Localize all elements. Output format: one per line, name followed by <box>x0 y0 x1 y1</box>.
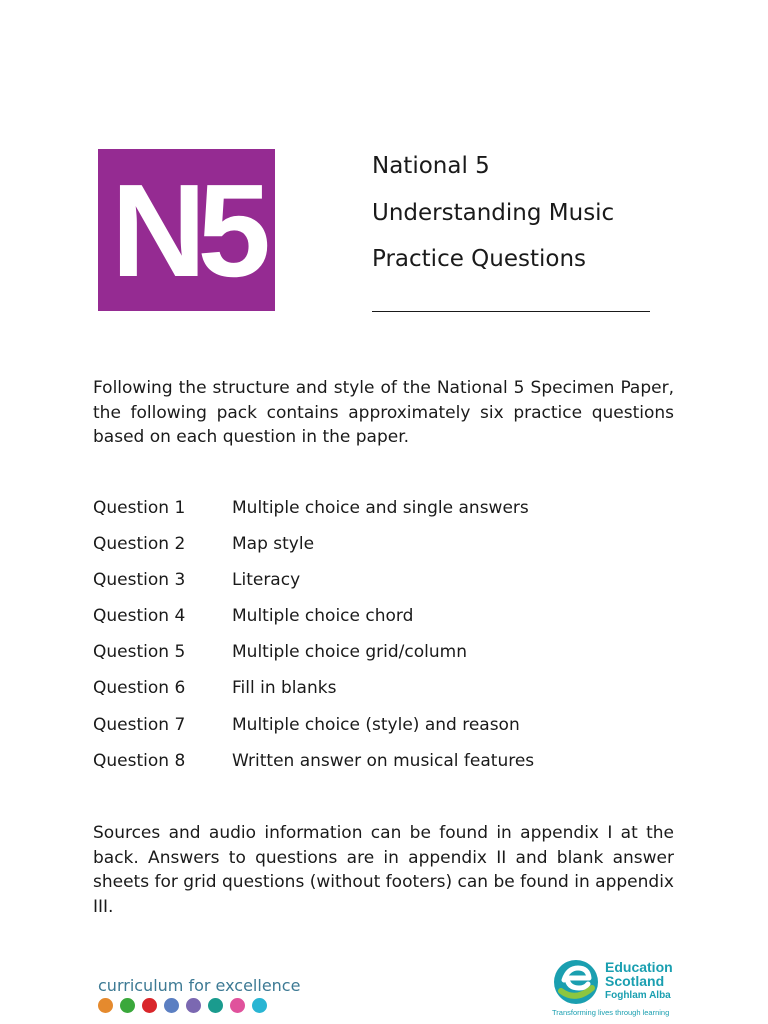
title-line-2: Understanding Music <box>372 199 615 226</box>
question-description: Multiple choice chord <box>232 606 414 627</box>
question-number: Question 6 <box>93 678 186 699</box>
cfe-dot-5 <box>186 998 201 1013</box>
title-underline <box>372 311 650 312</box>
cfe-dot-3 <box>142 998 157 1013</box>
question-row <box>93 494 693 530</box>
education-scotland-logo <box>552 958 702 1020</box>
question-row <box>93 711 693 747</box>
cfe-dot-8 <box>252 998 267 1013</box>
question-description: Map style <box>232 534 315 555</box>
education-scotland-e-icon <box>552 958 600 1006</box>
question-description: Multiple choice and single answers <box>232 498 529 518</box>
question-row <box>93 674 693 710</box>
title-line-3: Practice Questions <box>372 246 587 272</box>
es-logo-line-2: Scotland <box>605 973 665 989</box>
question-row <box>93 566 693 602</box>
question-row <box>93 638 693 674</box>
question-number: Question 7 <box>93 714 186 735</box>
n5-logo-text: N5 <box>111 157 262 304</box>
question-description: Fill in blanks <box>232 678 337 699</box>
es-logo-line-1: Education <box>605 959 673 975</box>
intro-paragraph: Following the structure and style of the National 5 Specimen Paper, the following pack contains approximately six practice questions based on each question in the paper. <box>93 378 674 447</box>
cfe-dot-1 <box>98 998 113 1013</box>
question-row <box>93 747 693 783</box>
es-gaelic-text: Foghlam Alba <box>605 990 671 1001</box>
question-description: Multiple choice (style) and reason <box>232 714 520 735</box>
es-tagline: Transforming lives through learning <box>552 1008 670 1017</box>
cfe-dot-7 <box>230 998 245 1013</box>
n5-logo <box>98 149 275 311</box>
es-logo-text <box>605 960 673 988</box>
question-number: Question 2 <box>93 534 186 555</box>
curriculum-for-excellence-logo <box>98 976 301 1018</box>
question-description: Written answer on musical features <box>232 750 535 771</box>
question-number: Question 8 <box>93 750 186 771</box>
question-number: Question 4 <box>93 606 186 627</box>
cfe-dot-4 <box>164 998 179 1013</box>
question-row <box>93 602 693 638</box>
question-list <box>93 494 693 783</box>
question-number: Question 5 <box>93 642 186 663</box>
question-description: Literacy <box>232 570 301 591</box>
question-description: Multiple choice grid/column <box>232 642 467 663</box>
document-title <box>372 143 672 283</box>
question-number: Question 1 <box>93 498 186 518</box>
cfe-dot-row <box>98 998 298 1016</box>
title-line-1: National 5 <box>372 153 490 179</box>
cfe-dot-6 <box>208 998 223 1013</box>
question-number: Question 3 <box>93 570 186 591</box>
sources-paragraph: Sources and audio information can be found in appendix I at the back. Answers to questions are in appendix II and blank answer sheets for grid questions (without footers) can be found in appendix III. <box>93 823 674 917</box>
cfe-logo-text: curriculum for excellence <box>98 976 301 995</box>
question-row <box>93 530 693 566</box>
cfe-dot-2 <box>120 998 135 1013</box>
